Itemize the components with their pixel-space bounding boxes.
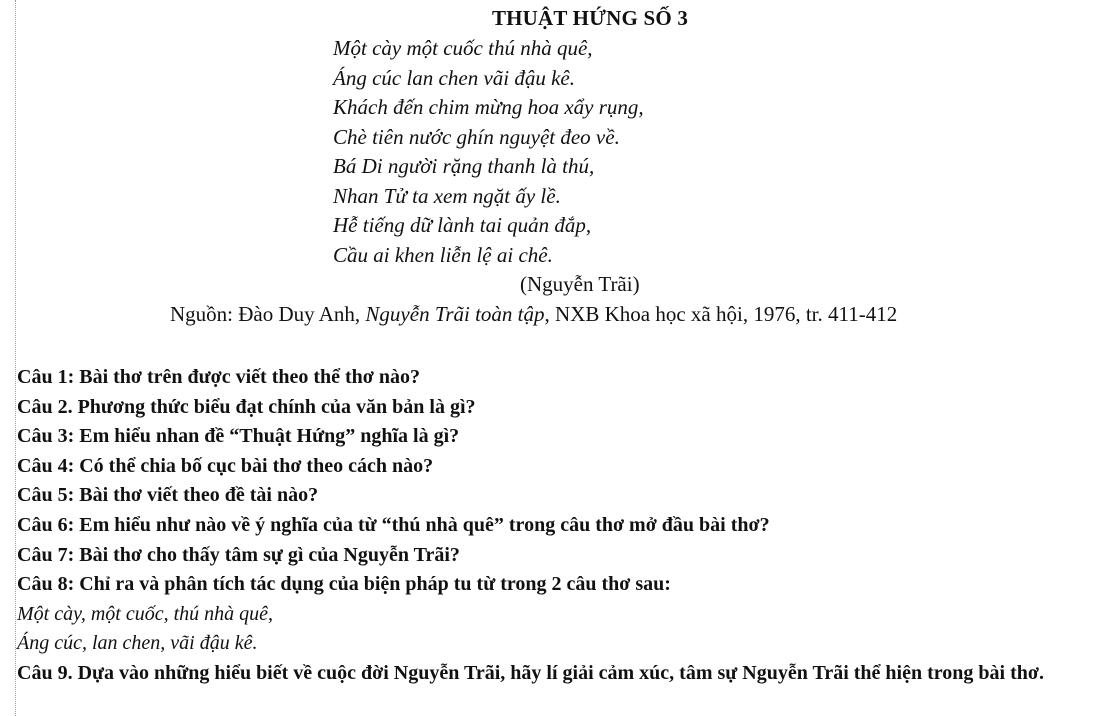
question-7: Câu 7: Bài thơ cho thấy tâm sự gì của Nguyễn Trãi? — [17, 543, 460, 566]
question-5: Câu 5: Bài thơ viết theo đề tài nào? — [17, 484, 319, 507]
poem-line: Áng cúc lan chen vãi đậu kê. — [333, 65, 575, 90]
source-prefix: Nguồn: Đào Duy Anh, — [170, 302, 366, 326]
question-9: Câu 9. Dựa vào những hiểu biết về cuộc đời Nguyễn Trãi, hãy lí giải cảm xúc, tâm sự Nguyễn Trãi thể hiện trong bài thơ. — [17, 661, 1044, 684]
poem-line: Hễ tiếng dữ lành tai quản đắp, — [333, 213, 592, 237]
source-citation — [170, 302, 897, 327]
poem-line: Cầu ai khen liễn lệ ai chê. — [333, 242, 553, 267]
source-book-title: Nguyễn Trãi toàn tập — [365, 302, 545, 326]
question-8-excerpt-line: Một cày, một cuốc, thú nhà quê, — [17, 602, 274, 625]
poem-line: Bá Di người rặng thanh là thú, — [333, 154, 595, 178]
question-8: Câu 8: Chỉ ra và phân tích tác dụng của biện pháp tu từ trong 2 câu thơ sau: — [17, 573, 671, 596]
question-6: Câu 6: Em hiểu như nào về ý nghĩa của từ “thú nhà quê” trong câu thơ mở đầu bài thơ? — [17, 513, 770, 536]
poem-line: Khách đến chim mừng hoa xẩy rụng, — [333, 95, 644, 119]
poem-body — [333, 34, 644, 270]
question-1: Câu 1: Bài thơ trên được viết theo thể thơ nào? — [17, 366, 420, 388]
poem-line: Một cày một cuốc thú nhà quê, — [333, 36, 593, 60]
poem-author: (Nguyễn Trãi) — [520, 272, 640, 296]
question-8-excerpt-line: Áng cúc, lan chen, vãi đậu kê. — [17, 632, 258, 655]
poem-line: Nhan Tử ta xem ngặt ấy lề. — [333, 183, 561, 208]
text-boundary-guide — [15, 0, 16, 716]
question-3: Câu 3: Em hiểu nhan đề “Thuật Hứng” nghĩa là gì? — [17, 425, 460, 448]
poem-title: THUẬT HỨNG SỐ 3 — [491, 6, 689, 30]
question-list — [17, 363, 1111, 689]
poem-line: Chè tiên nước ghín nguyệt đeo về. — [333, 124, 620, 149]
source-suffix: , NXB Khoa học xã hội, 1976, tr. 411-412 — [544, 302, 898, 326]
question-4: Câu 4: Có thể chia bố cục bài thơ theo cách nào? — [17, 454, 434, 477]
question-2: Câu 2. Phương thức biểu đạt chính của văn bản là gì? — [17, 395, 476, 418]
